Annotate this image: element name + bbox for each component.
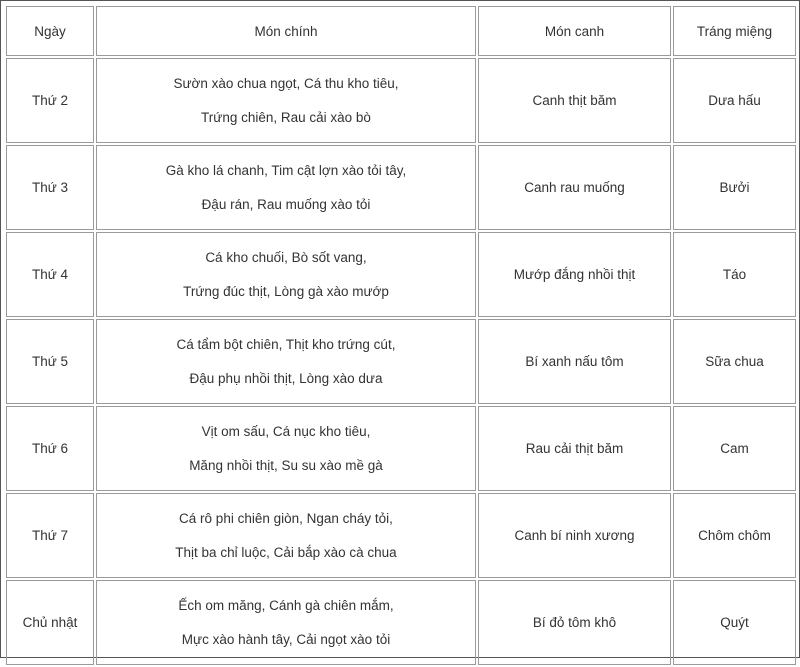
cell-day: Thứ 6 — [6, 406, 94, 491]
cell-day: Thứ 5 — [6, 319, 94, 404]
cell-dessert: Cam — [673, 406, 796, 491]
cell-soup: Canh bí ninh xương — [478, 493, 671, 578]
table-row — [6, 319, 796, 404]
weekly-menu-table — [4, 4, 798, 667]
main-dish-line: Măng nhồi thịt, Su su xào mề gà — [189, 457, 383, 473]
cell-dessert: Chôm chôm — [673, 493, 796, 578]
cell-day: Thứ 7 — [6, 493, 94, 578]
main-dish-line: Mực xào hành tây, Cải ngọt xào tỏi — [181, 631, 391, 647]
main-dish-line: Vịt om sấu, Cá nục kho tiêu, — [201, 423, 371, 439]
main-dish-line: Ếch om măng, Cánh gà chiên mắm, — [178, 597, 394, 613]
header-soup: Món canh — [478, 6, 671, 56]
main-dish-line: Cá tẩm bột chiên, Thịt kho trứng cút, — [176, 336, 396, 352]
cell-main-dish — [96, 232, 476, 317]
main-dish-line: Đậu rán, Rau muống xào tỏi — [201, 196, 371, 212]
cell-dessert: Sữa chua — [673, 319, 796, 404]
cell-day: Thứ 3 — [6, 145, 94, 230]
cell-main-dish — [96, 580, 476, 665]
cell-main-dish — [96, 319, 476, 404]
cell-dessert: Dưa hấu — [673, 58, 796, 143]
cell-soup: Bí đỏ tôm khô — [478, 580, 671, 665]
header-main-dish: Món chính — [96, 6, 476, 56]
cell-main-dish — [96, 58, 476, 143]
table-row — [6, 580, 796, 665]
header-day: Ngày — [6, 6, 94, 56]
cell-dessert: Quýt — [673, 580, 796, 665]
table-row — [6, 406, 796, 491]
cell-day: Thứ 4 — [6, 232, 94, 317]
cell-soup: Mướp đắng nhồi thịt — [478, 232, 671, 317]
cell-main-dish — [96, 145, 476, 230]
cell-main-dish — [96, 493, 476, 578]
table-row — [6, 493, 796, 578]
cell-day: Thứ 2 — [6, 58, 94, 143]
cell-main-dish — [96, 406, 476, 491]
table-header-row — [6, 6, 796, 56]
main-dish-line: Đậu phụ nhồi thịt, Lòng xào dưa — [189, 370, 383, 386]
main-dish-line: Cá kho chuối, Bò sốt vang, — [205, 249, 367, 265]
main-dish-line: Trứng chiên, Rau cải xào bò — [201, 109, 371, 125]
cell-day: Chủ nhật — [6, 580, 94, 665]
main-dish-line: Cá rô phi chiên giòn, Ngan cháy tỏi, — [179, 510, 393, 526]
cell-soup: Bí xanh nấu tôm — [478, 319, 671, 404]
cell-soup: Canh thịt băm — [478, 58, 671, 143]
header-dessert: Tráng miệng — [673, 6, 796, 56]
cell-dessert: Táo — [673, 232, 796, 317]
table-row — [6, 58, 796, 143]
main-dish-line: Thịt ba chỉ luộc, Cải bắp xào cà chua — [175, 544, 397, 560]
cell-dessert: Bưởi — [673, 145, 796, 230]
table-row — [6, 145, 796, 230]
cell-soup: Canh rau muống — [478, 145, 671, 230]
cell-soup: Rau cải thịt băm — [478, 406, 671, 491]
table-row — [6, 232, 796, 317]
main-dish-line: Gà kho lá chanh, Tim cật lợn xào tỏi tây, — [165, 162, 407, 178]
main-dish-line: Trứng đúc thịt, Lòng gà xào mướp — [183, 283, 389, 299]
main-dish-line: Sườn xào chua ngọt, Cá thu kho tiêu, — [173, 75, 399, 91]
